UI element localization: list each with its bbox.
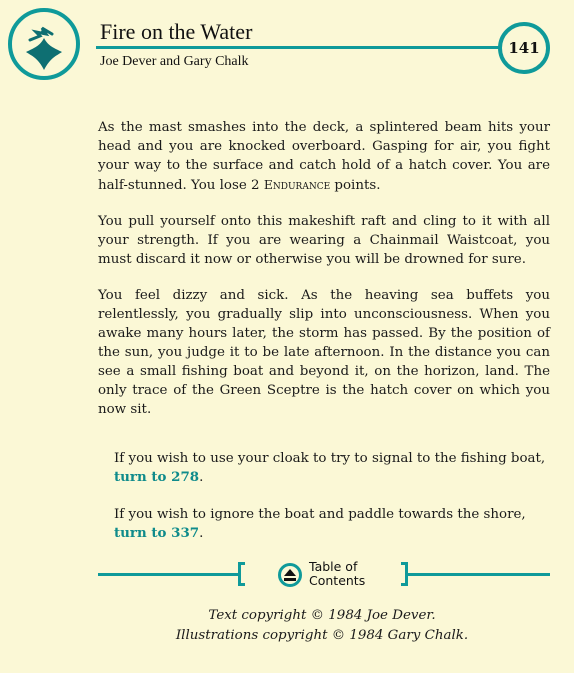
book-authors: Joe Dever and Gary Chalk	[100, 54, 249, 69]
choice-end: .	[199, 526, 204, 541]
toc-label-line1: Table of	[309, 559, 358, 574]
phoenix-logo-icon	[8, 8, 80, 80]
header-rule	[96, 46, 500, 49]
navigation-bar	[98, 560, 550, 590]
choice	[114, 449, 554, 487]
endurance-term: Endurance	[263, 177, 331, 192]
turn-to-337-link[interactable]: turn to 337	[114, 525, 200, 541]
nav-rule-right	[408, 573, 550, 576]
paragraph-text: As the mast smashes into the deck, a splintered beam hits your head and you are knocked overboard. Gasping for air, you fight your way to the surface and catch hold of a hatch cover. You are half-stunned. You lose 2	[98, 120, 550, 193]
choices	[114, 449, 554, 561]
choice-text: If you wish to use your cloak to try to signal to the fishing boat,	[114, 451, 546, 466]
toc-label-line2: Contents	[309, 573, 366, 588]
copyright-text: Text copyright © 1984 Joe Dever.	[208, 608, 436, 623]
toc-label	[309, 560, 365, 588]
book-title: Fire on the Water	[100, 19, 253, 44]
paragraph: You feel dizzy and sick. As the heaving sea buffets you relentlessly, you gradually slip into unconsciousness. When you awake many hours later, the storm has passed. By the position of the sun, you judge it to be late afternoon. In the distance you can see a small fishing boat and beyond it, on the horizon, land. The only trace of the Green Sceptre is the hatch cover on which you now sit.	[98, 288, 550, 417]
table-of-contents-link[interactable]	[276, 560, 376, 590]
choice	[114, 505, 554, 543]
choice-text: If you wish to ignore the boat and paddle towards the shore,	[114, 507, 526, 522]
page-header	[0, 0, 574, 92]
copyright-illustrations: Illustrations copyright © 1984 Gary Chalk.	[175, 628, 469, 643]
paragraph: You pull yourself onto this makeshift raft and cling to it with all your strength. If you are wearing a Chainmail Waistcoat, you must discard it now or otherwise you will be drowned for sure.	[98, 214, 550, 267]
eject-icon	[278, 563, 302, 587]
copyright	[0, 606, 574, 646]
bracket-right	[401, 562, 408, 586]
turn-to-278-link[interactable]: turn to 278	[114, 469, 200, 485]
paragraph	[98, 118, 550, 195]
nav-rule-left	[98, 573, 238, 576]
section-number-badge: 141	[498, 22, 550, 74]
bracket-left	[238, 562, 245, 586]
paragraph-text: points.	[330, 178, 381, 193]
section-text	[98, 118, 550, 436]
choice-end: .	[199, 470, 204, 485]
